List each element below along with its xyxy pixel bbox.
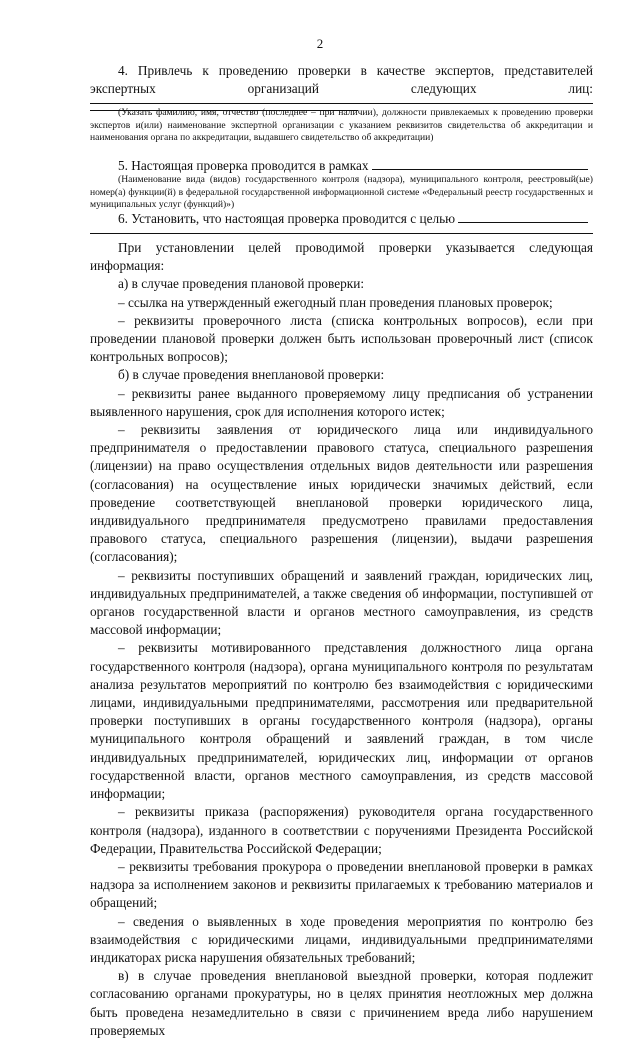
paragraph: – реквизиты поступивших обращений и заявлений граждан, юридических лиц, индивидуальных предпринимателей, а также сведения об информации, поступившей от органов государственной власти и органов местного самоуправления, из средств массовой информации; [90,567,593,638]
item-6-block [90,210,593,228]
item-4-note-block [90,107,593,145]
page-number: 2 [316,36,324,51]
paragraph: а) в случае проведения плановой проверки: [118,276,365,292]
item-4-note: (Указать фамилию, имя, отчество (последнее – при наличии), должности привлекаемых к проведению проверки экспертов и(или) наименование экспертной организации с указанием реквизитов свидетельства об аккредитации и наименования органа по аккредитации, выдавшего свидетельство об аккредитации) [90,107,593,144]
paragraph: – сведения о выявленных в ходе проведения мероприятия по контролю без взаимодействия с юридическими лицами, индивидуальными предпринимателями индикаторах риска нарушения обязательных требований; [90,913,593,965]
experts-blank-line-2 [90,103,593,104]
item-5-text: 5. Настоящая проверка проводится в рамках [90,157,593,175]
item-4-text: 4. Привлечь к проведению проверки в качестве экспертов, представителей экспертных организаций следующих лиц: [90,62,593,117]
paragraph: – реквизиты мотивированного представления должностного лица органа государственного контроля (надзора), органа муниципального контроля по результатам анализа результатов мероприятий по контролю без взаимодействия с юридическими лицами, индивидуальными предпринимателями, рассмотрения или предварительной проверки поступивших в органы государственного контроля (надзора), органы муниципального контроля обращений и заявлений граждан, в том числе индивидуальных предпринимателей, юридических лиц, информации от органов государственной власти, органов местного самоуправления, из средств массовой информации; [90,640,593,802]
item-6-text: 6. Установить, что настоящая проверка проводится с целью [90,210,593,228]
paragraph: – реквизиты приказа (распоряжения) руководителя органа государственного контроля (надзора), изданного в соответствии с поручениями Президента Российской Федерации, Правительства Российской Федерации; [90,804,593,856]
item-5-note: (Наименование вида (видов) государственного контроля (надзора), муниципального контроля, реестровый(ые) номер(а) функции(й) в федеральной государственной информационной системе «Федеральный реестр государственных и муниципальных услуг (функций)») [90,174,593,211]
paragraph: – реквизиты заявления от юридического лица или индивидуального предпринимателя о предоставлении правового статуса, специального разрешения (лицензии) на право осуществления отдельных видов деятельности или разрешения (согласования) на осуществление иных юридически значимых действий, если проведение соответствующей внеплановой проверки юридического лица, индивидуального предпринимателя предусмотрено правилами предоставления правового статуса, специального разрешения (лицензии), выдачи разрешения (согласования); [90,422,593,565]
item-5-note-block [90,174,593,212]
paragraph: – ссылка на утвержденный ежегодный план проведения плановых проверок; [118,294,553,310]
purpose-blank-line [458,222,588,223]
paragraph: При установлении целей проводимой проверки указывается следующая информация: [90,240,593,274]
purpose-blank-line-2 [90,233,593,234]
paragraph: – реквизиты ранее выданного проверяемому лицу предписания об устранении выявленного нарушения, срок для исполнения которого истек; [90,385,593,419]
item-5-block [90,157,593,175]
paragraph: – реквизиты требования прокурора о проведении внеплановой проверки в рамках надзора за исполнением законов и реквизиты прилагаемых к требованию материалов и обращений; [90,858,593,911]
control-type-blank-line [372,169,588,170]
paragraph: б) в случае проведения внеплановой проверки: [118,367,385,383]
body-text [90,239,593,1040]
paragraph: в) в случае проведения внеплановой выездной проверки, которая подлежит согласованию органами прокуратуры, но в целях принятия неотложных мер должна быть проведена незамедлительно в связи с причинением вреда либо нарушением проверяемых [90,968,593,1038]
paragraph: – реквизиты проверочного листа (списка контрольных вопросов), если при проведении плановой проверки должен быть использован проверочный лист (список контрольных вопросов); [90,312,593,365]
